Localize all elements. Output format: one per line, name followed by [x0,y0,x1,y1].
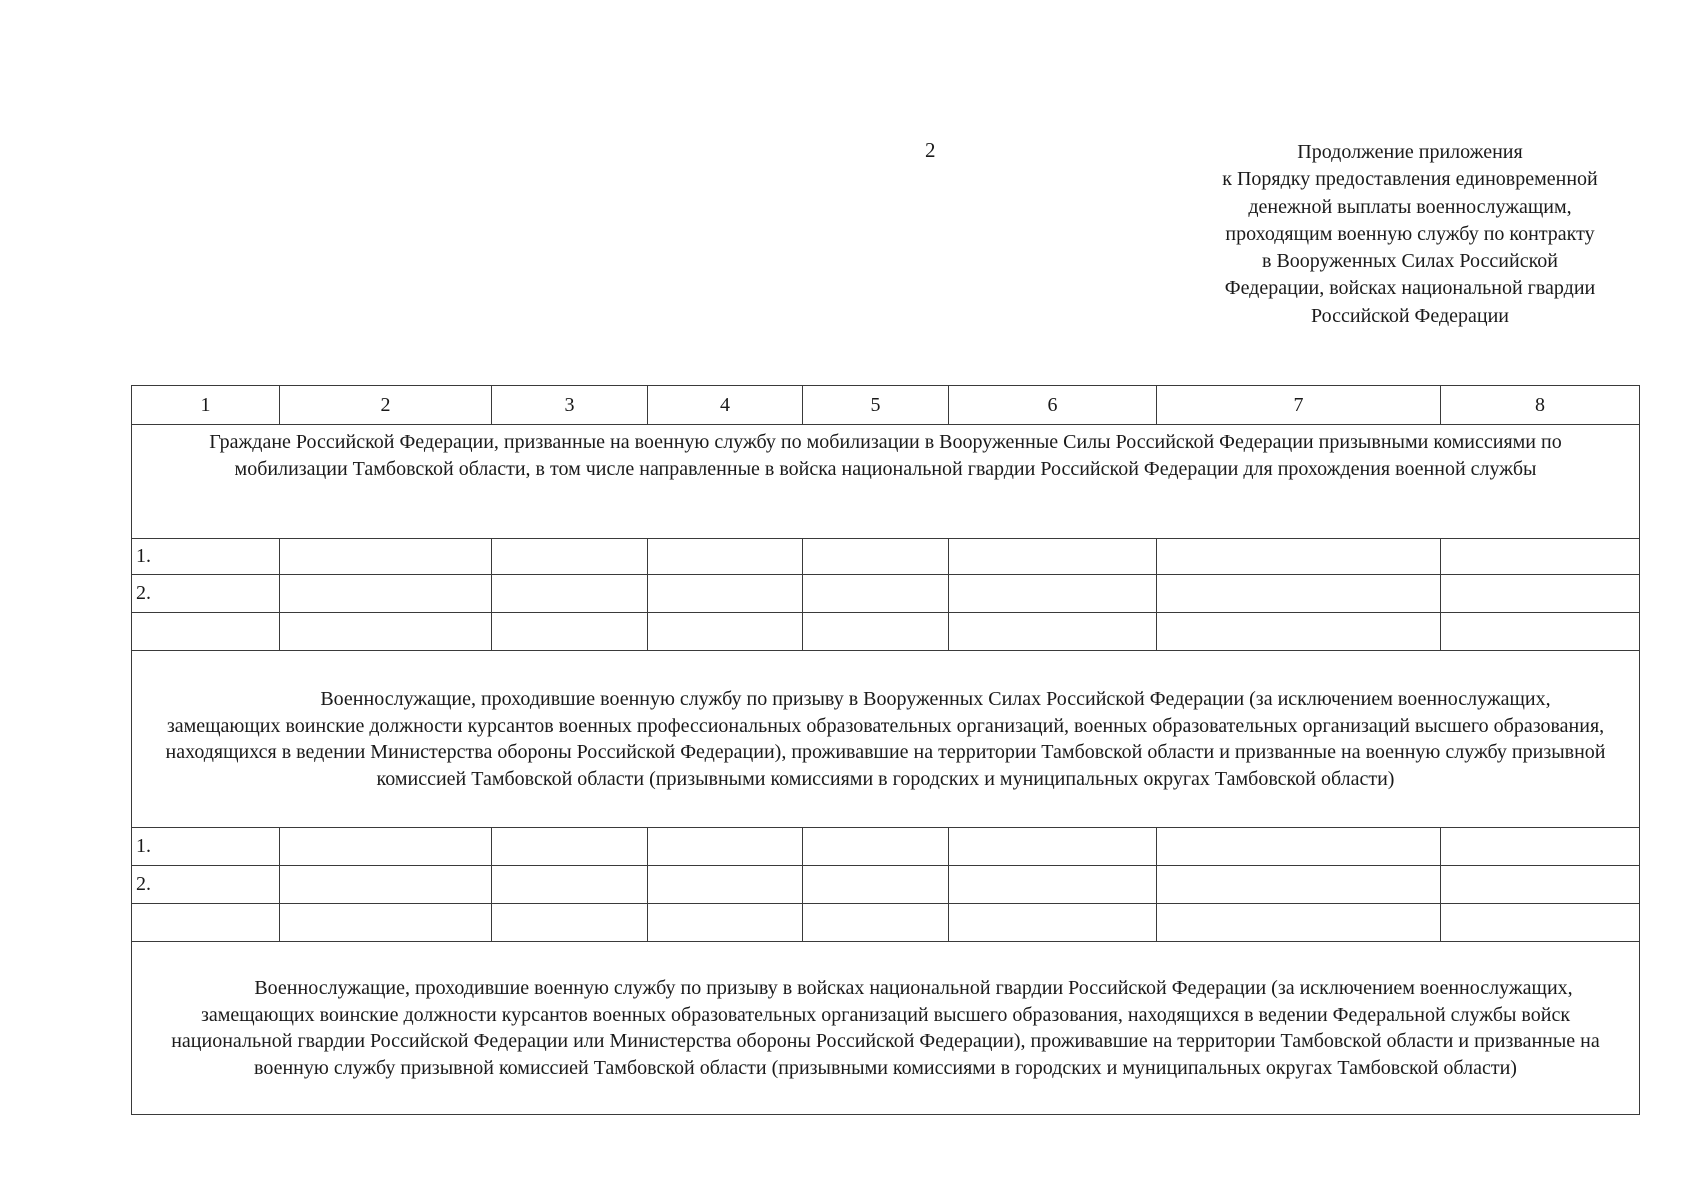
row-number: 1. [132,539,280,575]
table-row [132,539,1640,575]
table-cell [648,539,803,575]
section-cell [132,651,1640,828]
table-cell [492,904,648,942]
data-table [131,385,1640,1115]
row-number: 2. [132,866,280,904]
page-number: 2 [925,138,936,162]
table-cell [280,539,492,575]
table-cell [1441,904,1640,942]
table-cell [949,828,1157,866]
table-cell [803,866,949,904]
section-title-conscripts-national-guard: Военнослужащие, проходившие военную службу по призыву в войсках национальной гвардии Российской Федерации (за исключением военнослужащих, замещающих воинские должности курсантов военных образовательных организаций высшего образования, находящихся в ведении Федеральной службы войск национальной гвардии Российской Федерации или Министерства обороны Российской Федерации), проживавшие на территории Тамбовской области и призванные на военную службу призывной комиссией Тамбовской области (призывными комиссиями в городских и муниципальных округах Тамбовской области) [171,977,1600,1079]
table-row [132,866,1640,904]
table-row [132,828,1640,866]
column-header-row [132,386,1640,425]
table-cell [280,828,492,866]
column-header: 4 [648,386,803,425]
table-cell [1441,828,1640,866]
appendix-header-line: в Вооруженных Силах Российской [1262,250,1558,273]
column-header: 8 [1441,386,1640,425]
table-cell [648,575,803,613]
section-header-row [132,651,1640,828]
table-cell [803,539,949,575]
table-cell [949,613,1157,651]
table-row [132,613,1640,651]
table-cell [492,575,648,613]
section-title-mobilized: Граждане Российской Федерации, призванные на военную службу по мобилизации в Вооруженные Силы Российской Федерации призывными комиссиями по мобилизации Тамбовской области, в том числе направленные в войска национальной гвардии Российской Федерации для прохождения военной службы [132,425,1640,539]
table-cell [492,613,648,651]
appendix-header-line: проходящим военную службу по контракту [1225,222,1595,245]
table-row [132,575,1640,613]
column-header: 3 [492,386,648,425]
table-cell [1441,575,1640,613]
table-cell [1441,866,1640,904]
table-cell [949,575,1157,613]
table-cell [280,575,492,613]
table-cell [803,575,949,613]
table-cell [1157,575,1441,613]
table-cell [1157,904,1441,942]
section-title-conscripts-armed-forces: Военнослужащие, проходившие военную службу по призыву в Вооруженных Силах Российской Федерации (за исключением военнослужащих, замещающих воинские должности курсантов военных профессиональных образовательных организаций, военных образовательных организаций высшего образования, находящихся в ведении Министерства обороны Российской Федерации), проживавшие на территории Тамбовской области и призванные на военную службу призывной комиссией Тамбовской области (призывными комиссиями в городских и муниципальных округах Тамбовской области) [165,688,1606,790]
table-row [132,904,1640,942]
section-cell [132,942,1640,1115]
appendix-header-line: Федерации, войсках национальной гвардии [1224,277,1596,300]
column-header: 7 [1157,386,1441,425]
appendix-header-line: к Порядку предоставления единовременной [1222,168,1598,191]
table-cell [1157,828,1441,866]
table-cell [803,828,949,866]
table-cell [492,828,648,866]
appendix-header-line: денежной выплаты военнослужащим, [1248,195,1572,218]
section-header-row [132,425,1640,539]
appendix-header [1170,139,1650,330]
table-cell [492,866,648,904]
column-header: 6 [949,386,1157,425]
table-cell [648,828,803,866]
row-number [132,904,280,942]
appendix-header-line: Российской Федерации [1310,304,1510,327]
table-cell [1157,539,1441,575]
table-cell [492,539,648,575]
table-cell [280,613,492,651]
appendix-header-line: Продолжение приложения [1297,141,1523,163]
table-cell [949,866,1157,904]
table-cell [1441,613,1640,651]
section-header-row [132,942,1640,1115]
table-cell [803,613,949,651]
table-cell [648,866,803,904]
column-header: 5 [803,386,949,425]
table-cell [280,904,492,942]
table-cell [949,904,1157,942]
table-cell [1441,539,1640,575]
table-cell [949,539,1157,575]
column-header: 2 [280,386,492,425]
table-cell [1157,613,1441,651]
table-cell [648,904,803,942]
table-cell [280,866,492,904]
table-cell [648,613,803,651]
row-number [132,613,280,651]
row-number: 1. [132,828,280,866]
column-header: 1 [132,386,280,425]
table-cell [1157,866,1441,904]
table-cell [803,904,949,942]
row-number: 2. [132,575,280,613]
